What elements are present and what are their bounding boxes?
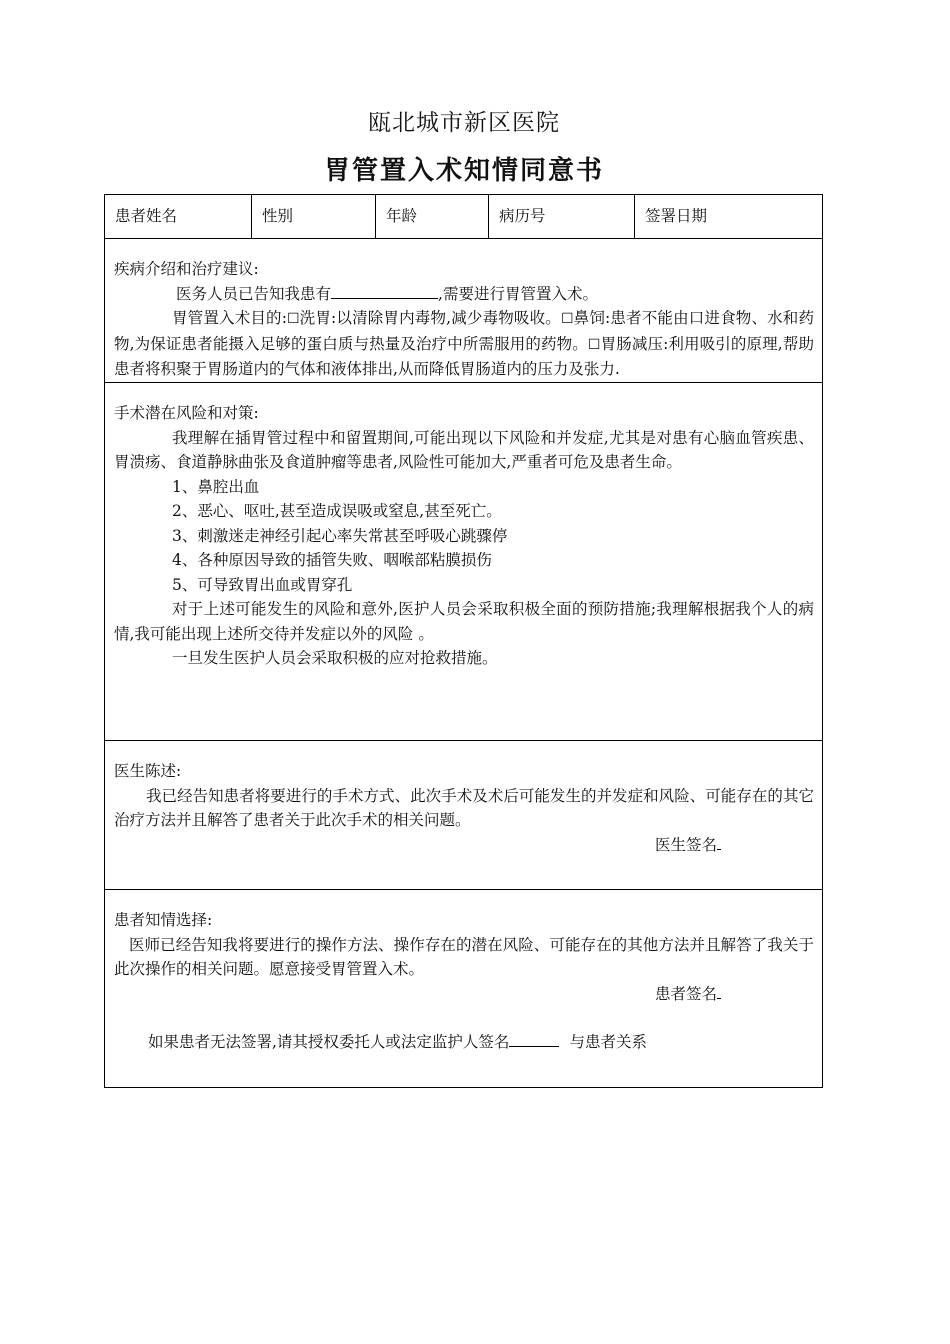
risk-item: 2、恶心、呕吐,甚至造成误吸或窒息,甚至死亡。 bbox=[172, 502, 502, 520]
purpose-paragraph bbox=[114, 306, 814, 382]
doctor-section-title: 医生陈述: bbox=[114, 762, 182, 780]
doctor-signature bbox=[114, 833, 814, 858]
patient-statement: 医师已经告知我将要进行的操作方法、操作存在的潜在风险、可能存在的其他方法并且解答了我关于此次操作的相关问题。愿意接受胃管置入术。 bbox=[114, 935, 814, 978]
risk-section-title: 手术潜在风险和对策: bbox=[114, 404, 259, 422]
patient-signature-blank[interactable] bbox=[717, 982, 721, 999]
risk-measures: 对于上述可能发生的风险和意外,医护人员会采取积极全面的预防措施;我理解根据我个人的病情,我可能出现上述所交待并发症以外的风险 。 bbox=[114, 600, 814, 643]
patient-section-title: 患者知情选择: bbox=[114, 911, 213, 929]
diagnosis-blank[interactable] bbox=[331, 282, 438, 299]
diagnosis-prefix: 医务人员已告知我患有 bbox=[176, 284, 332, 303]
lavage-option-text: 洗胃:以清除胃内毒物,减少毒物吸收。 bbox=[299, 309, 561, 327]
decompression-checkbox[interactable]: ☐ bbox=[587, 336, 601, 353]
diagnosis-line bbox=[114, 282, 814, 307]
patient-signature bbox=[114, 982, 814, 1007]
nasal-feeding-checkbox[interactable]: ☐ bbox=[560, 311, 574, 327]
consent-form-table bbox=[104, 194, 823, 1088]
risk-item: 1、鼻腔出血 bbox=[172, 477, 260, 496]
proxy-signature-label: 如果患者无法签署,请其授权委托人或法定监护人签名 bbox=[148, 1033, 510, 1051]
sign-date-field[interactable]: 签署日期 bbox=[645, 207, 708, 225]
hospital-name: 瓯北城市新区医院 bbox=[368, 110, 560, 136]
emergency-statement: 一旦发生医护人员会采取积极的应对抢救措施。 bbox=[172, 649, 498, 667]
patient-section bbox=[105, 890, 822, 1087]
lavage-checkbox[interactable]: ☐ bbox=[286, 311, 300, 327]
age-field[interactable]: 年龄 bbox=[376, 195, 489, 238]
nasal-feeding-option-text: 鼻饲:患者不能由口进食物、水和药物,为保证患者能摄入足够的蛋白质与热量及治疗中所需服用的药物。 bbox=[114, 309, 814, 353]
patient-info-row bbox=[105, 195, 822, 239]
proxy-signature-line bbox=[114, 1030, 814, 1055]
proxy-signature-blank[interactable] bbox=[509, 1030, 559, 1047]
patient-signature-label: 患者签名 bbox=[654, 984, 717, 1003]
risk-section bbox=[105, 383, 822, 741]
risk-intro: 我理解在插胃管过程中和留置期间,可能出现以下风险和并发症,尤其是对患有心脑血管疾患、胃溃疡、食道静脉曲张及食道肿瘤等患者,风险性可能加大,严重者可危及患者生命。 bbox=[114, 428, 814, 471]
diagnosis-suffix: ,需要进行胃管置入术。 bbox=[438, 284, 598, 303]
risk-item: 4、各种原因导致的插管失败、咽喉部粘膜损伤 bbox=[172, 551, 492, 569]
patient-name-field[interactable]: 患者姓名 bbox=[105, 195, 252, 238]
gender-field[interactable]: 性别 bbox=[252, 195, 376, 238]
disease-section-title: 疾病介绍和治疗建议: bbox=[114, 260, 259, 278]
risk-item: 3、刺激迷走神经引起心率失常甚至呼吸心跳骤停 bbox=[172, 526, 508, 545]
decompression-option-text: 胃肠减压:利用吸引的原理,帮助患者将积聚于胃肠道内的气体和液体排出,从而降低胃肠道内的压力及张力. bbox=[114, 334, 814, 378]
form-title: 胃管置入术知情同意书 bbox=[323, 156, 604, 186]
relation-label: 与患者关系 bbox=[569, 1033, 647, 1051]
disease-section bbox=[105, 239, 822, 383]
doctor-statement: 我已经告知患者将要进行的手术方式、此次手术及术后可能发生的并发症和风险、可能存在的其它治疗方法并且解答了患者关于此次手术的相关问题。 bbox=[114, 786, 814, 829]
record-number-field[interactable]: 病历号 bbox=[489, 195, 635, 238]
purpose-lead: 胃管置入术目的: bbox=[172, 309, 287, 327]
doctor-signature-label: 医生签名 bbox=[654, 835, 717, 854]
doctor-section bbox=[105, 741, 822, 890]
risk-item: 5、可导致胃出血或胃穿孔 bbox=[172, 575, 353, 594]
doctor-signature-blank[interactable] bbox=[717, 833, 721, 850]
